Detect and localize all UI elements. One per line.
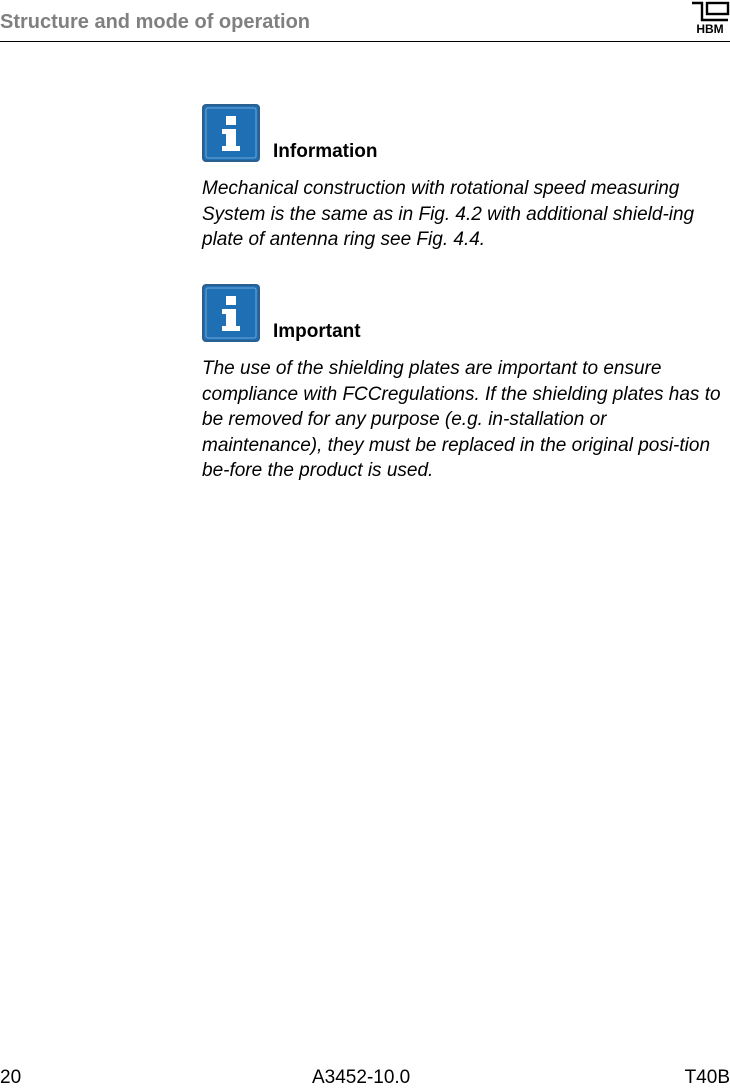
important-notice [202, 284, 730, 484]
header-title: Structure and mode of operation [0, 11, 311, 33]
notice-body: Mechanical construction with rotational speed measuring System is the same as in Fig. 4.2 with additional shield-ing plate of antenna ring see Fig. 4.4. [202, 178, 695, 250]
notice-head [202, 104, 730, 162]
logo-text: HBM [696, 22, 724, 36]
notice-title: Information [273, 141, 378, 162]
notice-head [202, 284, 730, 342]
hbm-logo-graphic [690, 1, 730, 23]
info-icon [202, 104, 260, 162]
hbm-logo [690, 1, 730, 35]
page-header [0, 0, 730, 42]
notice-body: The use of the shielding plates are important to ensure compliance with FCCregulations. If the shielding plates has to be removed for any purpose (e.g. in-stallation or maintenance), they must be replaced in the original posi-tion be-fore the product is used. [202, 358, 721, 481]
page-footer [0, 1067, 730, 1089]
product-name: T40B [684, 1067, 730, 1088]
page-number: 20 [0, 1067, 22, 1088]
document-id: A3452-10.0 [312, 1067, 411, 1088]
notice-title: Important [273, 321, 361, 342]
info-icon [202, 284, 260, 342]
information-notice [202, 104, 730, 253]
